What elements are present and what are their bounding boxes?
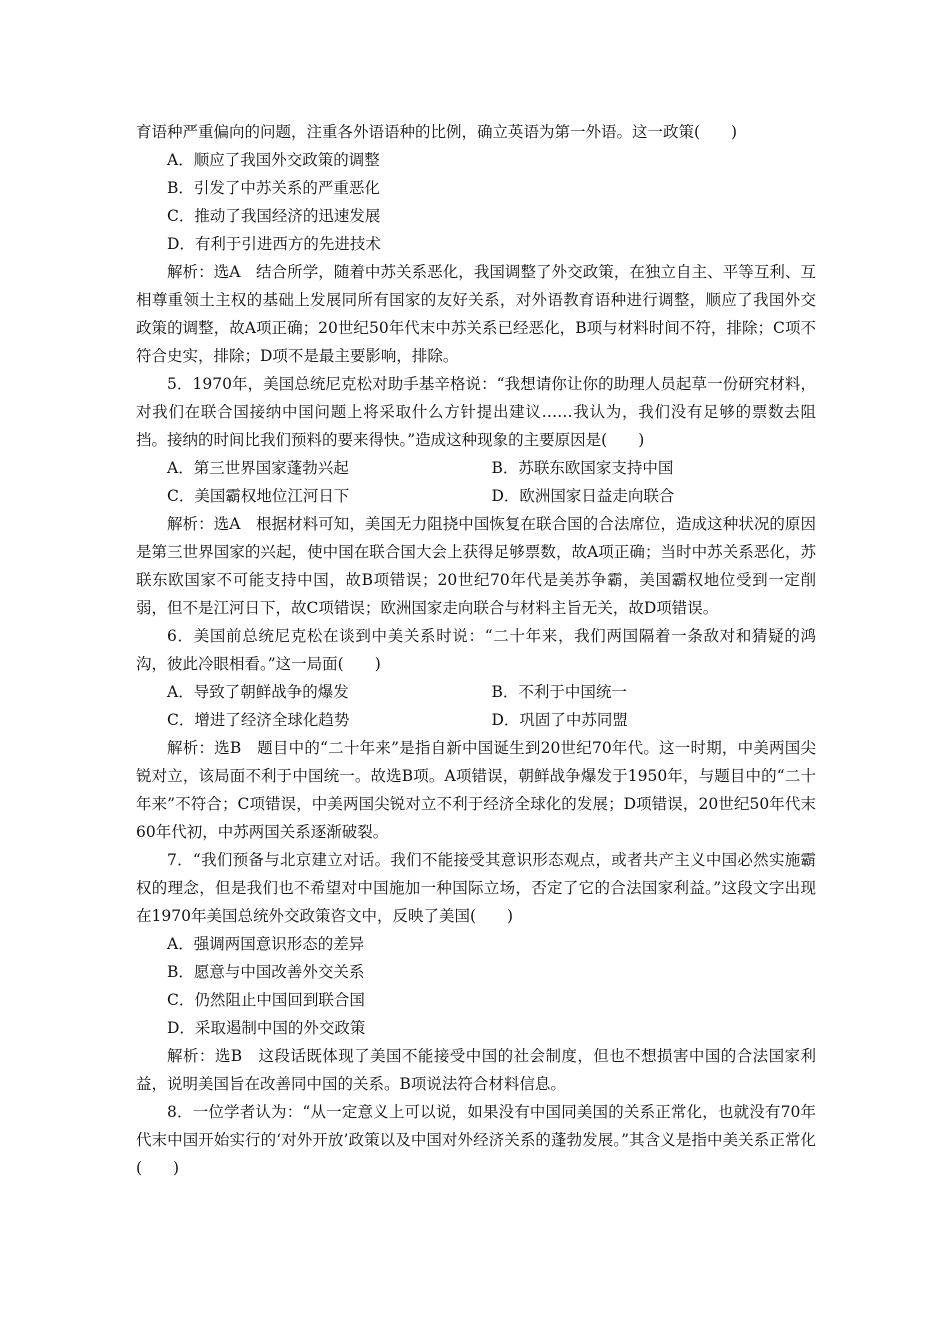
q7-analysis: 解析：选B 这段话既体现了美国不能接受中国的社会制度，但也不想损害中国的合法国家利益，说明美国旨在改善同中国的关系。B项说法符合材料信息。 — [136, 1047, 816, 1093]
q5-option-b: B．苏联东欧国家支持中国 — [491, 459, 674, 477]
q6-option-a: A．导致了朝鲜战争的爆发 — [167, 683, 349, 701]
q6-analysis: 解析：选B 题目中的“二十年来”是指自新中国诞生到20世纪70年代。这一时期，中美两国尖锐对立，该局面不利于中国统一。故选B项。A项错误，朝鲜战争爆发于1950年，与题目中的“二十年来”不符合；C项错误，中美两国尖锐对立不利于经济全球化的发展；D项错误，20世纪50年代末60年代初，中苏两国关系逐渐破裂。 — [136, 739, 816, 841]
q6-options-row-2 — [136, 706, 816, 734]
q7-stem: 7．“我们预备与北京建立对话。我们不能接受其意识形态观点，或者共产主义中国必然实施霸权的理念，但是我们也不希望对中国施加一种国际立场，否定了它的合法国家利益。”这段文字出现在1970年美国总统外交政策咨文中，反映了美国( ) — [136, 851, 816, 925]
q5-options-row-2 — [136, 482, 816, 510]
q5-options-row-1 — [136, 454, 816, 482]
q4-option-b: B．引发了中苏关系的严重恶化 — [167, 179, 380, 197]
q5-option-a: A．第三世界国家蓬勃兴起 — [167, 459, 349, 477]
q8-stem: 8．一位学者认为：“从一定意义上可以说，如果没有中国同美国的关系正常化，也就没有70年代末中国开始实行的‘对外开放’政策以及中国对外经济关系的蓬勃发展。”其含义是指中美关系正常化( ) — [136, 1103, 816, 1177]
q7-option-b: B．愿意与中国改善外交关系 — [167, 963, 365, 981]
q4-stem-tail: 育语种严重偏向的问题，注重各外语语种的比例，确立英语为第一外语。这一政策( ) — [136, 123, 738, 141]
q7-option-a: A．强调两国意识形态的差异 — [167, 935, 365, 953]
q6-option-b: B．不利于中国统一 — [491, 683, 627, 701]
q7-option-d: D．采取遏制中国的外交政策 — [167, 1019, 366, 1037]
q4-option-a: A．顺应了我国外交政策的调整 — [167, 151, 380, 169]
q4-analysis: 解析：选A 结合所学，随着中苏关系恶化，我国调整了外交政策，在独立自主、平等互利、互相尊重领土主权的基础上发展同所有国家的友好关系，对外语教育语种进行调整，顺应了我国外交政策的调整，故A项正确；20世纪50年代末中苏关系已经恶化，B项与材料时间不符，排除；C项不符合史实，排除；D项不是最主要影响，排除。 — [136, 263, 816, 365]
q7-option-c: C．仍然阻止中国回到联合国 — [167, 991, 365, 1009]
q6-stem: 6．美国前总统尼克松在谈到中美关系时说：“二十年来，我们两国隔着一条敌对和猜疑的鸿沟，彼此冷眼相看。”这一局面( ) — [136, 627, 816, 673]
q6-option-d: D．巩固了中苏同盟 — [491, 711, 628, 729]
q4-option-c: C．推动了我国经济的迅速发展 — [167, 207, 381, 225]
q5-stem: 5．1970年，美国总统尼克松对助手基辛格说：“我想请你让你的助理人员起草一份研究材料，对我们在联合国接纳中国问题上将采取什么方针提出建议……我认为，我们没有足够的票数去阻挡。接纳的时间比我们预料的要来得快。”造成这种现象的主要原因是( ) — [136, 375, 816, 449]
q6-options-row-1 — [136, 678, 816, 706]
page-content — [136, 118, 816, 1182]
q5-option-c: C．美国霸权地位江河日下 — [167, 487, 350, 505]
q4-option-d: D．有利于引进西方的先进技术 — [167, 235, 381, 253]
q6-option-c: C．增进了经济全球化趋势 — [167, 711, 350, 729]
q5-option-d: D．欧洲国家日益走向联合 — [491, 487, 675, 505]
q5-analysis: 解析：选A 根据材料可知，美国无力阻挠中国恢复在联合国的合法席位，造成这种状况的原因是第三世界国家的兴起，使中国在联合国大会上获得足够票数，故A项正确；当时中苏关系恶化，苏联东欧国家不可能支持中国，故B项错误；20世纪70年代是美苏争霸，美国霸权地位受到一定削弱，但不是江河日下，故C项错误；欧洲国家走向联合与材料主旨无关，故D项错误。 — [136, 515, 816, 617]
